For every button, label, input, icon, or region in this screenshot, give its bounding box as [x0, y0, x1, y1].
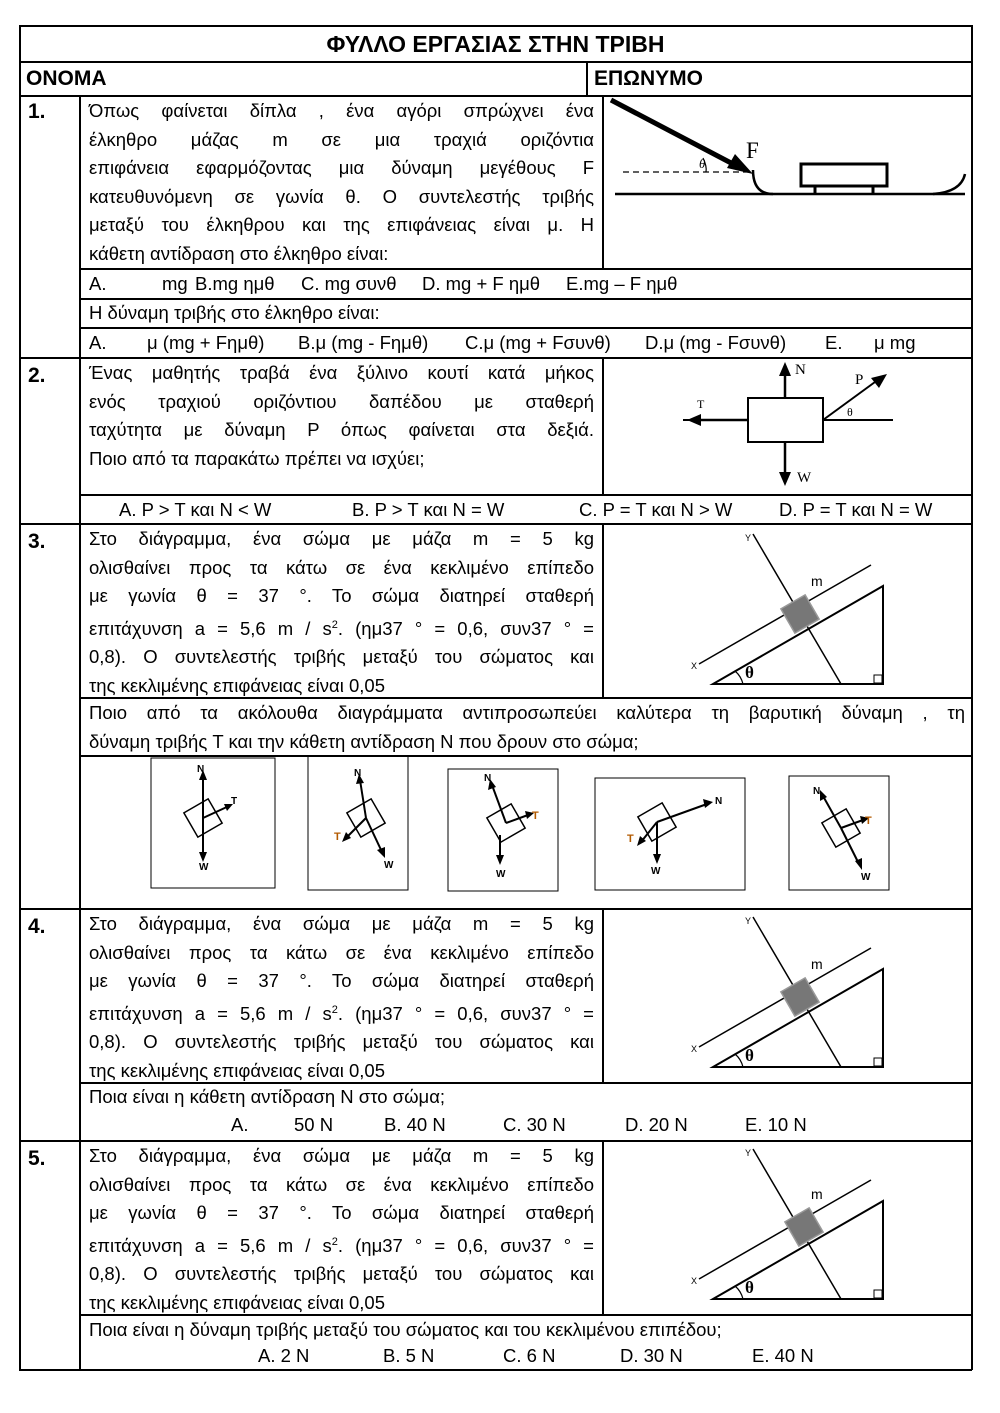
svg-text:T: T: [697, 397, 705, 411]
force-label: F: [746, 138, 759, 163]
fbd-option-3[interactable]: [448, 769, 558, 891]
svg-text:N: N: [484, 773, 492, 784]
question-4-text: Στο διάγραμμα, ένα σώμα με μάζα m = 5 kg ολισθαίνει προς τα κάτω σε ένα κεκλιμένο επίπεδο με γωνία θ = 37 °. Το σώμα διατηρεί σταθερή επιτάχυνση a = 5,6 m / $s^2$. (ημ37 ° = 0,6, συν37 ° = 0,8). Ο συντελεστής τριβής μεταξύ του σώματος και της κεκλιμένης επιφάνειας είναι 0,05: [89, 913, 594, 1081]
svg-text:N: N: [197, 764, 205, 775]
sled-figure: [603, 96, 971, 268]
option[interactable]: A. P > T και N < W: [119, 499, 272, 520]
svg-text:X: X: [691, 661, 698, 671]
svg-text:Y: Y: [745, 916, 752, 926]
option[interactable]: E. 40 N: [752, 1345, 814, 1366]
svg-text:N: N: [813, 786, 821, 797]
svg-text:N: N: [354, 768, 362, 779]
option[interactable]: C. P = T και N > W: [579, 499, 733, 520]
option[interactable]: D.μ (mg - Fσυνθ): [645, 332, 787, 353]
svg-text:θ: θ: [745, 1278, 754, 1297]
option[interactable]: A.: [89, 332, 107, 353]
option[interactable]: D. P = T και N = W: [779, 499, 933, 520]
question-5-number: 5.: [28, 1147, 46, 1170]
svg-text:W: W: [384, 860, 394, 871]
option[interactable]: B. 5 N: [383, 1345, 435, 1366]
incline-figure-q4: [603, 909, 971, 1082]
question-5-text: Στο διάγραμμα, ένα σώμα με μάζα m = 5 kg ολισθαίνει προς τα κάτω σε ένα κεκλιμένο επίπεδο με γωνία θ = 37 °. Το σώμα διατηρεί σταθερή επιτάχυνση a = 5,6 m / $s^2$. (ημ37 ° = 0,6, συν37 ° = 0,8). Ο συντελεστής τριβής μεταξύ του σώματος και της κεκλιμένης επιφάνειας είναι 0,05: [89, 1145, 594, 1313]
svg-text:m: m: [811, 956, 823, 972]
svg-text:W: W: [199, 862, 209, 873]
svg-text:θ: θ: [745, 1046, 754, 1065]
question-3-prompt: Ποιο από τα ακόλουθα διαγράμματα αντιπροσωπεύει καλύτερα τη βαρυτική δύναμη , τη δύναμη τριβής T και την κάθετη αντίδραση N που δρουν στο σώμα;: [89, 702, 965, 752]
svg-text:T: T: [532, 810, 539, 822]
svg-text:T: T: [231, 796, 238, 807]
surname-label: ΕΠΩΝΥΜΟ: [594, 67, 704, 90]
question-2-text: Ένας μαθητής τραβά ένα ξύλινο κουτί κατά μήκος ενός τραχιού οριζόντιου δαπέδου με σταθερή ταχύτητα με δύναμη P όπως φαίνεται στα δεξιά. Ποιο από τα παρακάτω πρέπει να ισχύει;: [89, 362, 594, 469]
svg-text:θ: θ: [847, 405, 853, 419]
option[interactable]: E.mg – F ημθ: [566, 273, 678, 294]
option[interactable]: mg: [162, 273, 188, 294]
svg-text:m: m: [811, 573, 823, 589]
fbd-option-4[interactable]: [595, 778, 745, 890]
incline-figure-q3: [603, 524, 971, 697]
option[interactable]: C.μ (mg + Fσυνθ): [465, 332, 611, 353]
option[interactable]: A.: [231, 1114, 249, 1135]
option[interactable]: D. mg + F ημθ: [422, 273, 541, 294]
question-4-number: 4.: [28, 915, 46, 938]
question-4-prompt: Ποια είναι η κάθετη αντίδραση N στο σώμα;: [89, 1086, 446, 1107]
option[interactable]: E. 10 N: [745, 1114, 807, 1135]
option[interactable]: B.μ (mg - Fημθ): [298, 332, 429, 353]
option[interactable]: μ (mg + Fημθ): [147, 332, 265, 353]
box-forces-figure: [603, 358, 971, 494]
question-3-text: Στο διάγραμμα, ένα σώμα με μάζα m = 5 kg ολισθαίνει προς τα κάτω σε ένα κεκλιμένο επίπεδο με γωνία θ = 37 °. Το σώμα διατηρεί σταθερή επιτάχυνση a = 5,6 m / $s^2$. (ημ37 ° = 0,6, συν37 ° = 0,8). Ο συντελεστής τριβής μεταξύ του σώματος και της κεκλιμένης επιφάνειας είναι 0,05: [89, 528, 594, 696]
svg-text:T: T: [627, 833, 634, 845]
question-1b-text: Η δύναμη τριβής στο έλκηθρο είναι:: [89, 302, 380, 323]
option[interactable]: A. 2 N: [258, 1345, 310, 1366]
svg-text:T: T: [865, 815, 872, 827]
option[interactable]: B.mg ημθ: [195, 273, 275, 294]
fbd-option-5[interactable]: [789, 776, 889, 890]
svg-text:Y: Y: [745, 533, 752, 543]
svg-text:N: N: [795, 362, 806, 378]
name-label: ΟΝΟΜΑ: [26, 67, 107, 90]
fbd-option-2[interactable]: [308, 756, 408, 890]
question-1-text: Όπως φαίνεται δίπλα , ένα αγόρι σπρώχνει ένα έλκηθρο μάζας m σε μια τραχιά οριζόντια επιφάνεια εφαρμόζοντας μια δύναμη μεγέθους F κατευθυνόμενη σε γωνία θ. Ο συντελεστής τριβής μεταξύ του έλκηθρου και της επιφάνειας είναι μ. Η κάθετη αντίδραση στο έλκηθρο είναι:: [89, 100, 594, 264]
svg-text:Y: Y: [745, 1148, 752, 1158]
option[interactable]: C. 30 N: [503, 1114, 566, 1135]
option[interactable]: C. mg συνθ: [301, 273, 397, 294]
option[interactable]: μ mg: [874, 332, 916, 353]
option[interactable]: D. 30 N: [620, 1345, 683, 1366]
option[interactable]: C. 6 N: [503, 1345, 556, 1366]
svg-text:θ: θ: [745, 663, 754, 682]
svg-text:W: W: [797, 470, 812, 486]
question-2-number: 2.: [28, 364, 46, 387]
svg-text:N: N: [715, 796, 723, 807]
fbd-option-1[interactable]: [151, 758, 275, 888]
svg-text:m: m: [811, 1186, 823, 1202]
svg-text:W: W: [651, 866, 661, 877]
option[interactable]: 50 N: [294, 1114, 334, 1135]
svg-text:W: W: [496, 869, 506, 880]
svg-text:T: T: [334, 831, 341, 843]
svg-text:W: W: [861, 872, 871, 883]
option[interactable]: B. P > T και N = W: [352, 499, 505, 520]
svg-text:X: X: [691, 1276, 698, 1286]
svg-text:θ: θ: [699, 156, 706, 171]
question-1-number: 1.: [28, 100, 46, 123]
svg-text:P: P: [855, 372, 864, 388]
option[interactable]: E.: [825, 332, 843, 353]
question-5-prompt: Ποια είναι η δύναμη τριβής μεταξύ του σώματος και του κεκλιμένου επιπέδου;: [89, 1319, 722, 1340]
incline-figure-q5: [603, 1141, 971, 1314]
option[interactable]: B. 40 N: [384, 1114, 446, 1135]
question-3-number: 3.: [28, 530, 46, 553]
worksheet-title: ΦΥΛΛΟ ΕΡΓΑΣΙΑΣ ΣΤΗΝ ΤΡΙΒΗ: [326, 31, 665, 57]
svg-text:X: X: [691, 1044, 698, 1054]
option[interactable]: A.: [89, 273, 107, 294]
option[interactable]: D. 20 N: [625, 1114, 688, 1135]
